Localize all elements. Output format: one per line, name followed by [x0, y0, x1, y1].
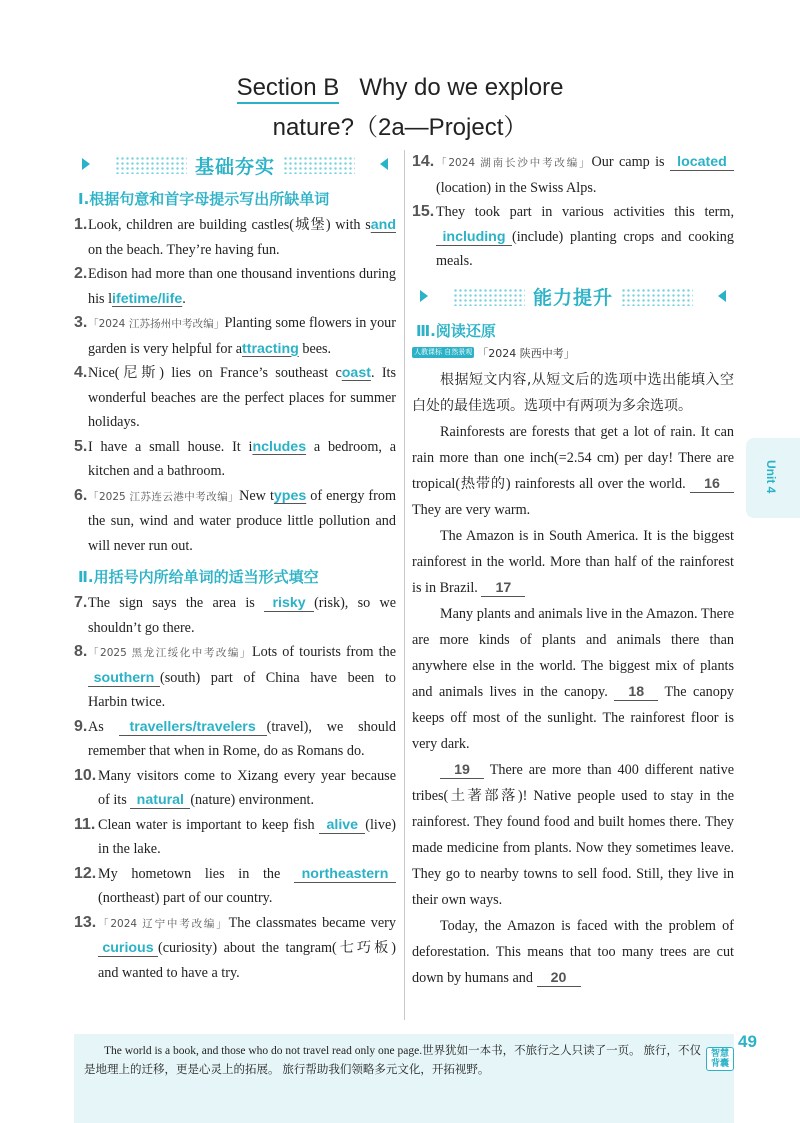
- part2-heading: Ⅱ.用括号内所给单词的适当形式填空: [78, 568, 319, 586]
- dots-decoration: [621, 288, 693, 306]
- dots-decoration: [115, 156, 187, 174]
- answer-blank: [88, 670, 160, 687]
- question-number: 15.: [412, 203, 435, 220]
- question-3: [74, 311, 396, 361]
- question-15: [412, 200, 734, 274]
- passage-text: Rainforests are forests that get a lot of rain. It can rain more than one inch(=2.54 cm) per day! There are tropical(热带的) rainforests all over the world.: [412, 423, 734, 492]
- answer: ttracting: [242, 340, 299, 357]
- question-text: of energy from the sun, wind and water produce little pollution and will never run out.: [88, 487, 397, 554]
- passage-text: They are very warm.: [412, 501, 531, 518]
- question-number: 2.: [74, 265, 88, 282]
- question-text: They took part in various activities this term,: [436, 204, 734, 220]
- answer-blank: [264, 595, 314, 612]
- passage-text: Today, the Amazon is faced with the problem of deforestation. This means that too many trees are cut down by humans and: [412, 917, 734, 986]
- answer: oast: [341, 365, 371, 381]
- question-8: [74, 640, 396, 715]
- blank-18: 18: [614, 684, 658, 701]
- question-text: . Its wonderful beaches are the perfect places for summer holidays.: [88, 365, 397, 430]
- right-column: [412, 150, 734, 991]
- answer-blank: [294, 866, 396, 883]
- banner-title: 基础夯实: [194, 155, 275, 178]
- question-text: The classmates became very: [228, 914, 396, 931]
- question-text: bees.: [298, 340, 332, 357]
- question-9: [74, 715, 396, 764]
- triangle-icon: [380, 158, 388, 170]
- triangle-icon: [420, 290, 428, 302]
- question-4: [74, 361, 396, 435]
- answer-blank: [670, 154, 734, 171]
- question-1: [74, 213, 396, 262]
- question-text: .: [182, 290, 186, 307]
- question-text: Nice(尼斯) lies on France’s southeast c: [88, 365, 342, 381]
- question-number: 3.: [74, 314, 88, 331]
- source-tag: 「2024 陕西中考」: [477, 346, 575, 360]
- title-text: Why do we explore: [359, 74, 564, 101]
- question-text: As: [88, 718, 119, 735]
- source-tag: 「2025 黑龙江绥化中考改编」: [88, 647, 252, 659]
- passage-text: There are more than 400 different native tribes(土著部落)! Native people used to stay in the rainforest. They found food and built homes there. They made medicine from plants. Now they sometimes leave. They go to nearby towns to sell food. Still, they live in their own ways.: [412, 761, 734, 908]
- question-text: (live) in the lake.: [98, 816, 396, 857]
- question-number: 13.: [74, 913, 97, 931]
- answer: located: [677, 154, 727, 170]
- question-number: 9.: [74, 717, 88, 735]
- question-number: 6.: [74, 486, 88, 504]
- unit-label: Unit 4: [764, 460, 778, 494]
- answer-blank: [130, 792, 190, 809]
- source-tag: 「2025 江苏连云港中考改编」: [88, 490, 240, 503]
- question-text: (curiosity) about the tangram(七巧板) and wanted to have a try.: [98, 940, 396, 981]
- page-number: 49: [738, 1032, 757, 1051]
- answer: southern: [93, 669, 155, 686]
- source-tag: 「2024 湖南长沙中考改编」: [436, 157, 592, 169]
- banner-title: 能力提升: [532, 287, 613, 309]
- category-badge: 人教课标 自然景观: [414, 348, 473, 356]
- dots-decoration: [453, 288, 525, 306]
- passage-paragraph-4: [412, 757, 734, 913]
- passage-paragraph-5: [412, 913, 734, 991]
- left-column: [74, 150, 396, 985]
- question-number: 10.: [74, 766, 97, 784]
- question-number: 12.: [74, 864, 97, 882]
- answer: ifetime/life: [112, 290, 183, 307]
- passage-paragraph-3: [412, 601, 734, 757]
- answer-blank: [319, 817, 365, 834]
- question-text: Our camp is: [591, 154, 670, 170]
- question-12: [74, 862, 396, 911]
- question-text: a bedroom, a kitchen and a bathroom.: [88, 438, 397, 479]
- unit-tab: [746, 438, 800, 518]
- blank-19: 19: [440, 762, 484, 779]
- triangle-icon: [82, 158, 90, 170]
- question-number: 8.: [74, 643, 88, 660]
- footer-quote: The world is a book, and those who do not travel read only one page.世界犹如一本书，不旅行之人只读了一页。 旅行，不仅是地理上的迁移，更是心灵上的拓展。 旅行帮助我们领略多元文化，开拓视野。: [84, 1045, 701, 1076]
- instruction: 根据短文内容,从短文后的选项中选出能填入空白处的最佳选项。选项中有两项为多余选项。: [412, 371, 734, 414]
- answer: risky: [272, 595, 306, 611]
- answer-blank: [119, 719, 267, 736]
- banner-advanced: [412, 282, 734, 312]
- question-text: The sign says the area is: [88, 595, 265, 611]
- answer: ypes: [273, 487, 307, 504]
- question-text: (northeast) part of our country.: [98, 890, 273, 906]
- answer: including: [442, 228, 506, 245]
- question-number: 11.: [74, 815, 96, 833]
- question-text: My hometown lies in the: [98, 865, 294, 882]
- question-text: Many visitors come to Xizang every year because of its: [98, 767, 396, 808]
- answer: northeastern: [301, 865, 389, 882]
- question-number: 5.: [74, 437, 88, 455]
- answer-blank: [436, 229, 512, 246]
- question-11: [74, 813, 396, 862]
- question-6: [74, 484, 396, 559]
- blank-17: 17: [481, 580, 525, 597]
- source-tag: 「2024 辽宁中考改编」: [98, 917, 229, 930]
- page-title-line2: nature?（2a—Project）: [272, 114, 528, 141]
- passage-text: Many plants and animals live in the Amazon. There are more kinds of plants and animals there than anywhere else in the world. The biggest mix of plants and animals lives in the canopy.: [412, 605, 734, 700]
- passage-source: [412, 345, 734, 361]
- question-7: [74, 591, 396, 640]
- question-text: Look, children are building castles(城堡) with s: [88, 217, 371, 233]
- question-text: Planting some flowers in your garden is very helpful for a: [88, 315, 396, 357]
- passage-text: The canopy keeps off most of the sunlight. The rainforest floor is very dark.: [412, 683, 735, 752]
- dots-decoration: [283, 156, 355, 174]
- section-label: Section B: [237, 74, 340, 104]
- banner-basic: [74, 150, 396, 180]
- question-number: 1.: [74, 216, 88, 233]
- page-title-line1: [0, 74, 800, 102]
- question-13: [74, 911, 396, 986]
- question-text: on the beach. They’re having fun.: [88, 241, 280, 258]
- passage-paragraph-2: [412, 523, 734, 601]
- question-text: (include) planting crops and cooking meals.: [436, 228, 734, 269]
- answer: alive: [326, 816, 359, 833]
- passage-text: The Amazon is in South America. It is the biggest rainforest in the world. More than half of the rainforest is in Brazil.: [412, 527, 734, 596]
- blank-20: 20: [537, 970, 581, 987]
- passage-paragraph-1: [412, 419, 734, 523]
- question-text: Edison had more than one thousand inventions during his l: [88, 266, 396, 307]
- question-text: (nature) environment.: [190, 792, 315, 808]
- question-text: New t: [239, 487, 274, 504]
- question-2: [74, 262, 396, 311]
- question-14: [412, 150, 734, 200]
- blank-16: 16: [690, 476, 734, 493]
- answer: ncludes: [252, 438, 307, 455]
- question-5: [74, 435, 396, 484]
- brand-logo: 智慧背囊: [706, 1047, 734, 1071]
- footer-quote-box: [74, 1034, 734, 1123]
- question-text: (location) in the Swiss Alps.: [436, 179, 597, 196]
- triangle-icon: [718, 290, 726, 302]
- question-text: Lots of tourists from the: [251, 644, 397, 660]
- question-text: (south) part of China have been to Harbin twice.: [88, 669, 396, 710]
- question-text: (risk), so we shouldn’t go there.: [88, 595, 396, 636]
- question-text: (travel), we should remember that when in Rome, do as Romans do.: [88, 718, 396, 759]
- answer: travellers/travelers: [129, 718, 256, 735]
- answer: and: [370, 217, 396, 233]
- question-text: Clean water is important to keep fish: [98, 816, 320, 833]
- question-number: 4.: [74, 364, 88, 381]
- question-10: [74, 764, 396, 813]
- answer-blank: [98, 940, 158, 957]
- part3-heading: Ⅲ.阅读还原: [416, 321, 496, 340]
- question-number: 7.: [74, 594, 88, 611]
- question-number: 14.: [412, 153, 435, 170]
- answer: curious: [102, 940, 154, 956]
- source-tag: 「2024 江苏扬州中考改编」: [88, 318, 225, 330]
- answer: natural: [136, 792, 184, 808]
- question-text: I have a small house. It i: [88, 438, 253, 455]
- column-divider: [404, 150, 405, 1020]
- part1-heading: Ⅰ.根据句意和首字母提示写出所缺单词: [78, 190, 330, 208]
